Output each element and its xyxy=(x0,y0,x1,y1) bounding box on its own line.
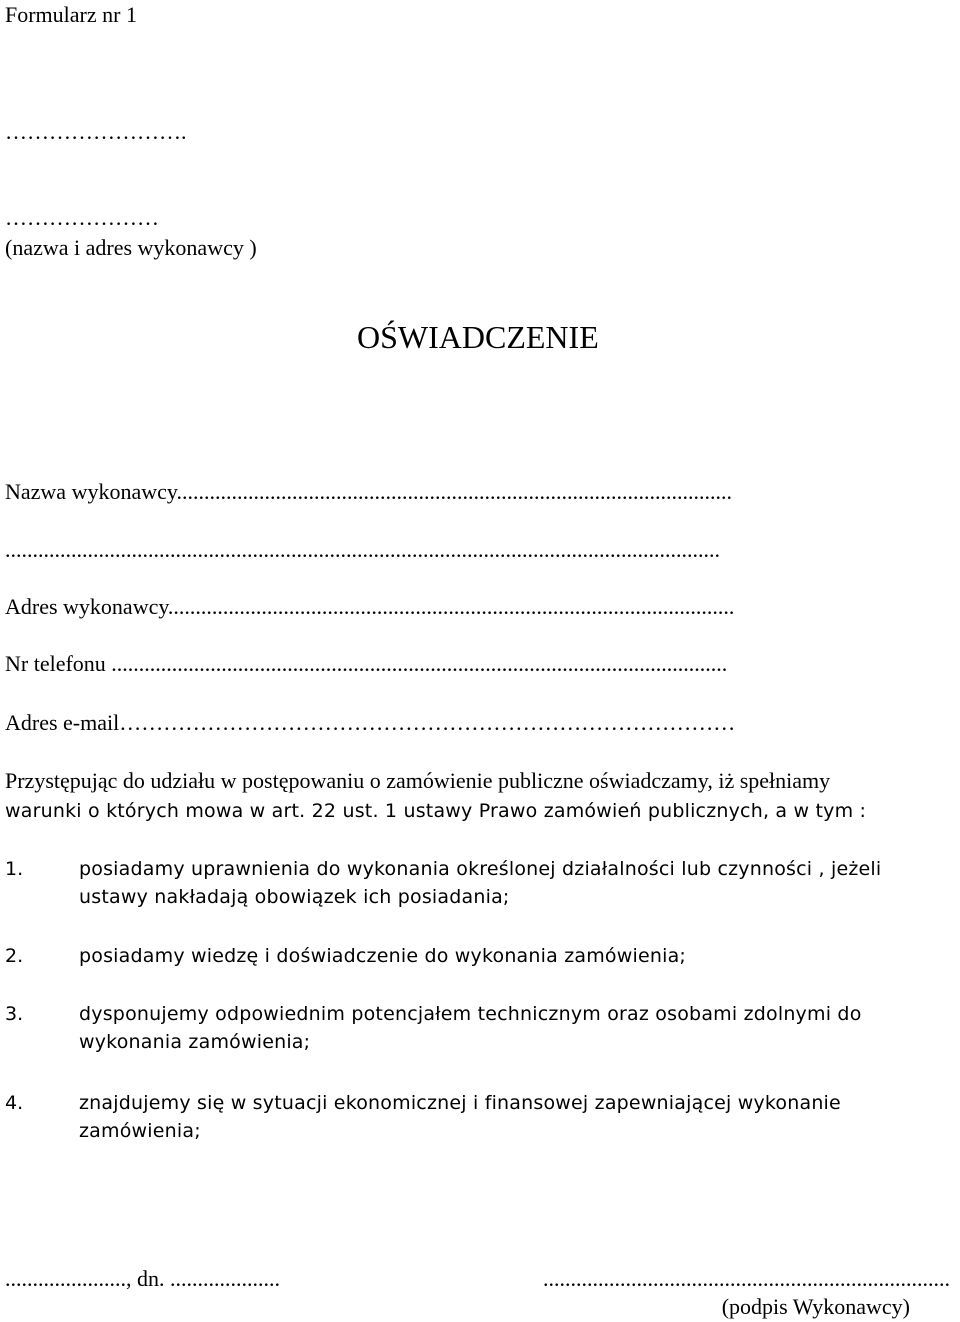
form-label: Formularz nr 1 xyxy=(5,2,137,27)
contractor-address-field: Adres wykonawcy....................................................................................................... xyxy=(5,594,735,619)
signature-caption: (podpis Wykonawcy) xyxy=(721,1294,910,1319)
intro-line: warunki o których mowa w art. 22 ust. 1 ustawy Prawo zamówień publicznych, a w tym : xyxy=(5,800,867,822)
list-item-text: posiadamy wiedzę i doświadczenie do wykonania zamówienia; xyxy=(79,945,687,967)
list-item-number: 4. xyxy=(5,1092,24,1114)
phone-field: Nr telefonu ................................................................................................................ xyxy=(5,651,728,676)
list-item-text: znajdujemy się w sytuacji ekonomicznej i finansowej zapewniającej wykonanie zamówienia; xyxy=(79,1092,841,1142)
list-item-text: dysponujemy odpowiednim potencjałem technicznym oraz osobami zdolnymi do wykonania zamówienia; xyxy=(79,1003,862,1053)
intro-line: Przystępując do udziału w postępowaniu o zamówienie publiczne oświadczamy, iż spełniamy xyxy=(5,768,831,793)
email-field: Adres e-mail………………………………………………………………………… xyxy=(5,710,736,735)
place-date-field: ......................, dn. .................... xyxy=(5,1266,280,1291)
contractor-name-field: Nazwa wykonawcy..................................................................................................... xyxy=(5,479,732,504)
dotted-line: ……………………. xyxy=(5,119,187,144)
list-item-number: 2. xyxy=(5,945,24,967)
list-item-text: posiadamy uprawnienia do wykonania określonej działalności lub czynności , jeżeli ustawy nakładają obowiązek ich posiadania; xyxy=(79,858,882,908)
page-title: OŚWIADCZENIE xyxy=(357,319,599,355)
dotted-line: ………………… xyxy=(5,205,159,230)
list-item-number: 3. xyxy=(5,1003,24,1025)
contractor-caption: (nazwa i adres wykonawcy ) xyxy=(5,235,257,260)
contractor-name-continuation: .................................................................................................................................. xyxy=(5,537,720,562)
list-item-number: 1. xyxy=(5,858,24,880)
signature-line: .......................................................................... xyxy=(543,1266,950,1291)
